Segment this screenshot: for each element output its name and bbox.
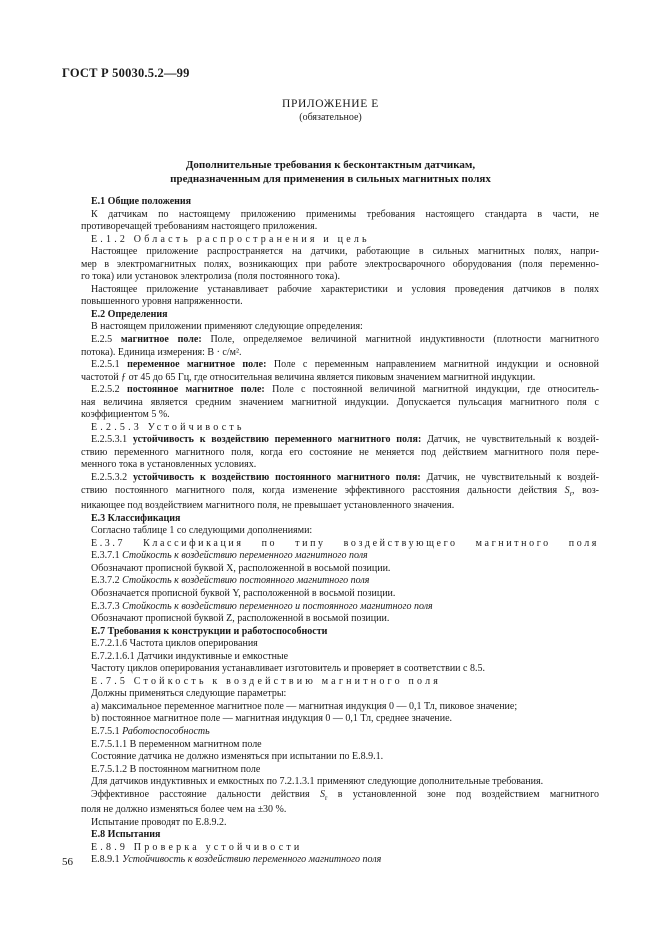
text-line: Для датчиков индуктивных и емкостных по 7.2.1.3.1 применяют следующие дополнительные требования. [91, 776, 544, 788]
document-body [81, 196, 600, 867]
text-line: потока). Единица измерения: В · с/м². [81, 346, 242, 358]
subsection-line: Е.7.5.1 Работоспособность [91, 725, 210, 737]
definition-line: Е.2.5.3.1 устойчивость к воздействию переменного магнитного поля: Датчик, не чувствительный к воздей- [91, 434, 599, 446]
appendix-heading-line-2: предназначенным для применения в сильных магнитных полях [170, 173, 491, 185]
text-line: Обозначают прописной буквой X, расположенной в восьмой позиции. [91, 562, 391, 574]
subsection-line: Е.3.7.1 Стойкость к воздействию переменного магнитного поля [91, 550, 368, 562]
section-heading: Е.2 Определения [91, 308, 168, 320]
section-heading: Е.8 Испытания [91, 829, 161, 841]
text-line: Согласно таблице 1 со следующими дополнениями: [91, 525, 313, 537]
subsection-heading: Е.3.7 Классификация по типу воздействующего магнитного поля [91, 537, 599, 549]
text-line: менного тока в установленных условиях. [81, 459, 257, 471]
list-item: b) постоянное магнитное поле — магнитная индукция 0 — 0,1 Тл, среднее значение. [91, 713, 453, 725]
text-line: К датчикам по настоящему приложению применимы требования настоящего стандарта в части, не [91, 208, 599, 220]
text-line: повышенного уровня напряженности. [81, 296, 243, 308]
defined-term: устойчивость к воздействию постоянного магнитного поля: [133, 472, 421, 484]
subsection-heading: Е.8.9 Проверка устойчивости [91, 841, 303, 853]
subsection-heading: Е.2.5.3 Устойчивость [91, 421, 245, 433]
text-line: Частоту циклов оперирования устанавливает изготовитель и проверяет в соответствии с 8.5. [91, 663, 485, 675]
text-line: Е.7.5.1.1 В переменном магнитном поле [91, 738, 262, 750]
subsection-line: Е.8.9.1 Устойчивость к воздействию переменного магнитного поля [91, 854, 382, 866]
appendix-subtitle: (обязательное) [299, 112, 362, 123]
defined-term: переменное магнитное поле: [127, 359, 267, 371]
text-line: В настоящем приложении применяют следующие определения: [91, 321, 363, 333]
section-heading: Е.7 Требования к конструкции и работоспособности [91, 625, 328, 637]
definition-line: Е.2.5.2 постоянное магнитное поле: Поле с постоянной величиной магнитной индукции, где относитель- [91, 384, 600, 396]
text-line: поля не должно изменяться более чем на ±30 %. [81, 804, 287, 816]
text-line: Обозначается прописной буквой Y, расположенной в восьмой позиции. [91, 587, 396, 599]
text-line: частотой ƒ от 45 до 65 Гц, где относительная величина является пиковым значением магнитной индукции. [81, 371, 536, 383]
defined-term: постоянное магнитное поле: [126, 384, 265, 396]
subsection-heading: Е.1.2 Область распространения и цель [91, 233, 370, 245]
text-line: го тока) или установок электролиза (поля постоянного тока). [81, 271, 340, 283]
text-line: Настоящее приложение распространяется на датчики, работающие в сильных магнитных полях, напри- [91, 246, 599, 258]
text-line: ная величина является средним значением магнитной индукции. Допускается пульсация магнитного поля с [81, 396, 599, 408]
text-line: Должны применяться следующие параметры: [91, 688, 287, 700]
text-line: противоречащей требованиям настоящего приложения. [81, 221, 318, 233]
document-code: ГОСТ Р 50030.5.2—99 [62, 66, 190, 80]
text-line: ствию постоянного магнитного поля, когда изменение эффективного расстояния дальности действия $S_r$, воз- [81, 484, 599, 498]
text-line: Настоящее приложение устанавливает рабочие характеристики и условия проведения датчиков в полях [91, 283, 599, 295]
text-line: никающее под воздействием магнитного поля, не превышает установленного значения. [81, 500, 455, 512]
text-line: ствию переменного магнитного поля, когда его состояние не меняется под действием магнитного поля пере- [81, 446, 599, 458]
list-item: а) максимальное переменное магнитное поле — магнитная индукция 0 — 0,1 Тл, пиковое значение; [91, 700, 518, 712]
section-heading: Е.1 Общие положения [91, 196, 192, 207]
text-line: Состояние датчика не должно изменяться при испытании по Е.8.9.1. [91, 751, 384, 763]
text-line: Испытание проводят по Е.8.9.2. [91, 816, 227, 828]
defined-term: устойчивость к воздействию переменного магнитного поля: [132, 434, 422, 446]
text-line: Е.7.2.1.6 Частота циклов оперирования [91, 638, 258, 650]
definition-line: Е.2.5.3.2 устойчивость к воздействию постоянного магнитного поля: Датчик, не чувствительный к воздей- [91, 472, 599, 484]
text-line: Е.7.5.1.2 В постоянном магнитном поле [91, 763, 261, 775]
subsection-line: Е.3.7.3 Стойкость к воздействию переменного и постоянного магнитного поля [91, 600, 433, 612]
text-line: коэффициентом 5 %. [81, 409, 170, 421]
page-number: 56 [62, 856, 73, 868]
definition-line: Е.2.5.1 переменное магнитное поле: Поле с переменным направлением магнитной индукции и основной [91, 359, 600, 371]
subsection-line: Е.3.7.2 Стойкость к воздействию постоянного магнитного поля [91, 575, 370, 587]
subsection-heading: Е.7.5 Стойкость к воздействию магнитного поля [91, 675, 442, 687]
text-line: Е.7.2.1.6.1 Датчики индуктивные и емкостные [91, 650, 289, 662]
section-heading: Е.3 Классификация [91, 512, 181, 524]
definition-line: Е.2.5 магнитное поле: Поле, определяемое величиной магнитной индуктивности (плотности магнитного [91, 334, 599, 346]
defined-term: магнитное поле: [120, 334, 202, 346]
appendix-title: ПРИЛОЖЕНИЕ Е [282, 98, 379, 110]
text-line: Эффективное расстояние дальности действия $S_r$ в установленной зоне под воздействием магнитного [91, 788, 600, 802]
text-line: Обозначают прописной буквой Z, расположенной в восьмой позиции. [91, 613, 390, 625]
appendix-heading-line-1: Дополнительные требования к бесконтактным датчикам, [185, 159, 476, 171]
text-line: мер в электромагнитных полях, возникающих при работе электросварочного оборудования (поля переменно- [81, 258, 599, 270]
